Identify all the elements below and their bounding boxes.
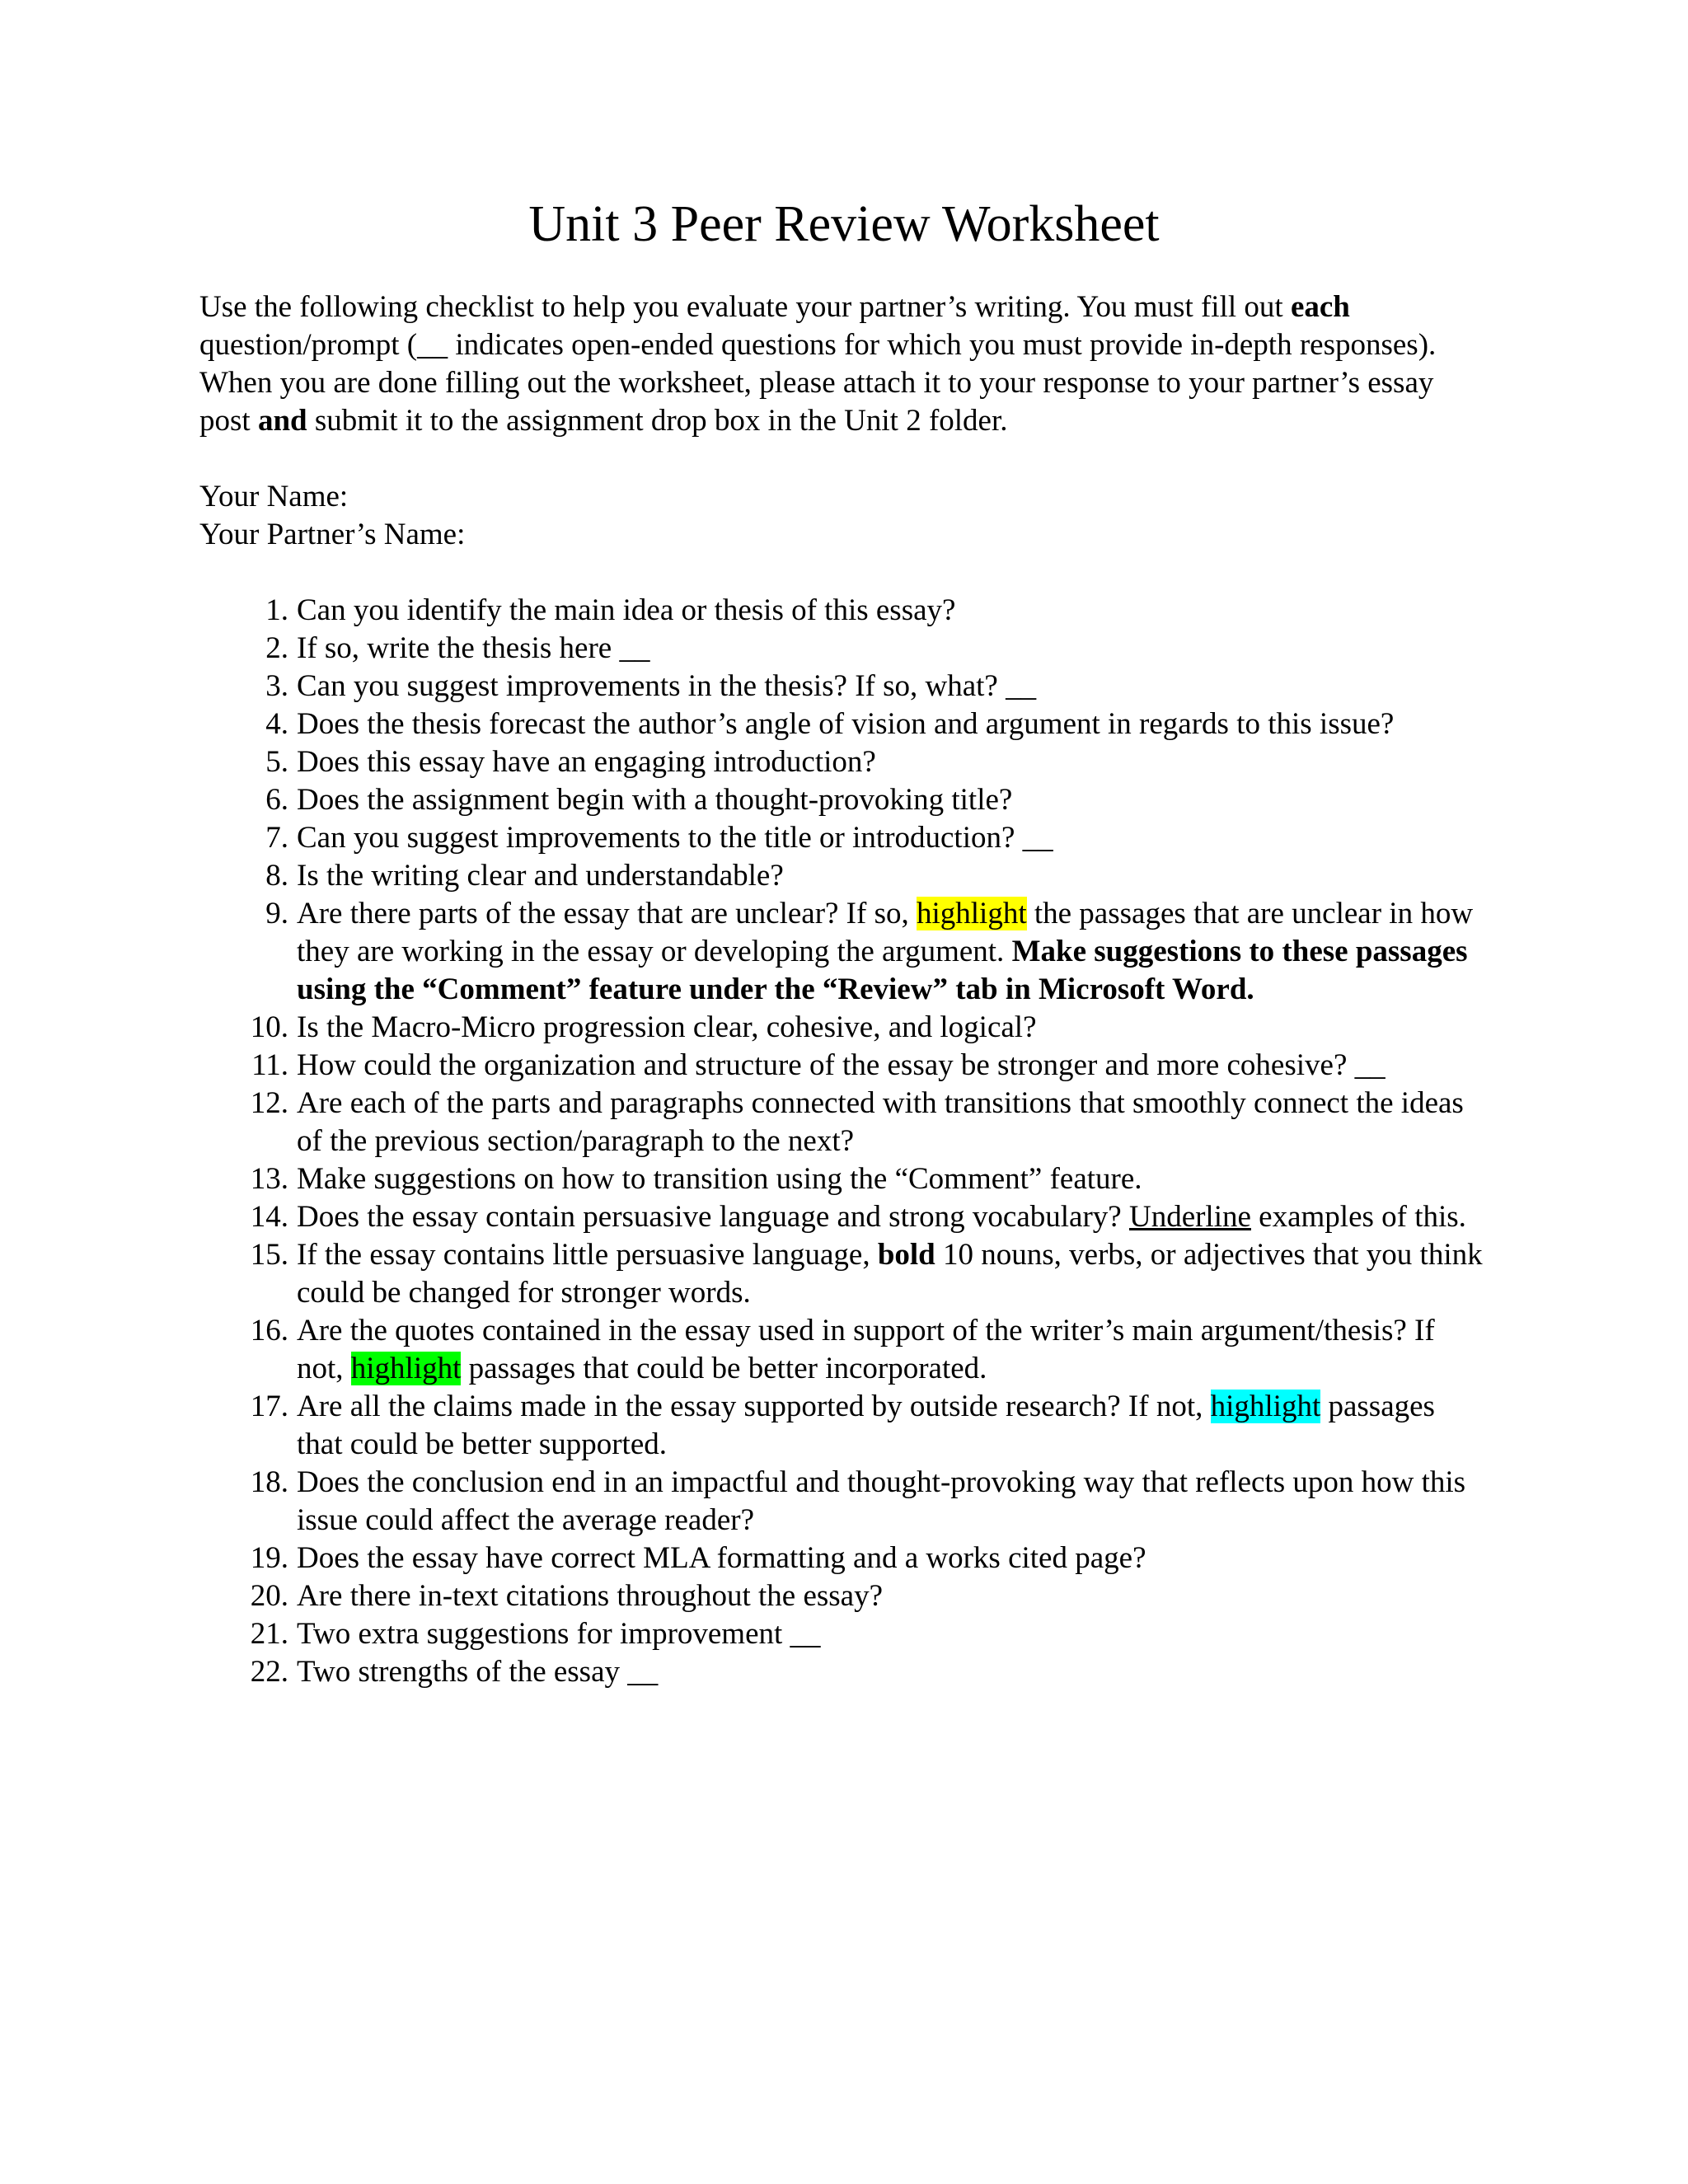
item-text: Does the conclusion end in an impactful and thought-provoking way that reflects upon how this issue could affect the average reader? — [297, 1465, 1466, 1537]
item-number: 2. — [265, 631, 288, 665]
item-text: If so, write the thesis here __ — [297, 631, 650, 665]
instructions-paragraph — [199, 288, 1485, 440]
checklist-item — [199, 1653, 1485, 1691]
checklist-item — [199, 1160, 1485, 1198]
checklist-item — [199, 1615, 1485, 1653]
checklist-item — [199, 668, 1485, 705]
item-number: 7. — [265, 821, 288, 855]
item-bold-text: Make suggestions to these passages using the “Comment” feature under the “Review” tab in Microsoft Word. — [297, 935, 1468, 1006]
item-number: 15. — [250, 1238, 288, 1272]
item-text: Are the quotes contained in the essay used in support of the writer’s main argument/thesis? If not, — [297, 1314, 1435, 1385]
item-number: 13. — [250, 1162, 288, 1196]
item-number: 10. — [250, 1010, 288, 1044]
item-text: Make suggestions on how to transition using the “Comment” feature. — [297, 1162, 1142, 1196]
instructions-bold-each: each — [1290, 290, 1350, 324]
item-text: Are there parts of the essay that are unclear? If so, — [297, 897, 917, 930]
instructions-text-1: Use the following checklist to help you evaluate your partner’s writing. You must fill out — [199, 290, 1291, 324]
checklist-item — [199, 1312, 1485, 1388]
item-text: How could the organization and structure of the essay be stronger and more cohesive? __ — [297, 1048, 1386, 1082]
item-number: 17. — [250, 1390, 288, 1423]
checklist-item — [199, 1388, 1485, 1464]
item-text: If the essay contains little persuasive language, — [297, 1238, 878, 1272]
item-text: passages that could be better incorporated. — [461, 1352, 987, 1385]
item-number: 19. — [250, 1541, 288, 1575]
checklist-item — [199, 1085, 1485, 1160]
item-text: Does the essay contain persuasive language and strong vocabulary? — [297, 1200, 1129, 1234]
item-text: examples of this. — [1250, 1200, 1466, 1234]
checklist-item — [199, 1540, 1485, 1577]
item-number: 14. — [250, 1200, 288, 1234]
item-number: 12. — [250, 1086, 288, 1120]
item-number: 11. — [251, 1048, 288, 1082]
item-bold-text: bold — [877, 1238, 935, 1272]
item-text: Does the essay have correct MLA formatting and a works cited page? — [297, 1541, 1146, 1575]
item-number: 22. — [250, 1655, 288, 1689]
underlined-word: Underline — [1128, 1200, 1251, 1234]
checklist-item — [199, 1047, 1485, 1085]
item-number: 6. — [265, 783, 288, 817]
item-text: Is the Macro-Micro progression clear, cohesive, and logical? — [297, 1010, 1037, 1044]
item-number: 20. — [250, 1579, 288, 1613]
item-text: Does the assignment begin with a thought-provoking title? — [297, 783, 1013, 817]
item-text: Two strengths of the essay __ — [297, 1655, 659, 1689]
checklist — [199, 592, 1485, 1691]
green-highlight: highlight — [350, 1352, 462, 1385]
item-number: 5. — [265, 745, 288, 779]
item-text: Are each of the parts and paragraphs connected with transitions that smoothly connect the ideas of the previous section/paragraph to the next? — [297, 1086, 1464, 1158]
item-text: passages that could be better supported. — [297, 1390, 1435, 1461]
your-name-label: Your Name: — [199, 480, 349, 513]
instructions-text-2: question/prompt (__ indicates open-ended questions for which you must provide in-depth responses). When you are done filling out the worksheet, please attach it to your response to your partner’s essay post — [199, 328, 1437, 438]
checklist-item — [199, 1236, 1485, 1312]
partner-name-label: Your Partner’s Name: — [199, 518, 466, 551]
checklist-item — [199, 857, 1485, 895]
checklist-item — [199, 895, 1485, 1009]
item-number: 18. — [250, 1465, 288, 1499]
item-text: Can you suggest improvements to the title or introduction? __ — [297, 821, 1053, 855]
item-text: the passages that are unclear in how they are working in the essay or developing the argument. — [297, 897, 1474, 968]
name-fields — [199, 478, 465, 554]
item-text: Two extra suggestions for improvement __ — [297, 1617, 821, 1651]
item-number: 16. — [250, 1314, 288, 1347]
page-title: Unit 3 Peer Review Worksheet — [528, 196, 1160, 252]
item-text: Can you suggest improvements in the thesis? If so, what? __ — [297, 669, 1037, 703]
item-number: 4. — [265, 707, 288, 741]
checklist-item — [199, 1198, 1485, 1236]
item-number: 9. — [265, 897, 288, 930]
checklist-item — [199, 743, 1485, 781]
item-text: Can you identify the main idea or thesis of this essay? — [297, 593, 956, 627]
item-number: 3. — [265, 669, 288, 703]
checklist-item — [199, 705, 1485, 743]
instructions-text-3: submit it to the assignment drop box in the Unit 2 folder. — [307, 404, 1008, 438]
item-text: 10 nouns, verbs, or adjectives that you think could be changed for stronger words. — [297, 1238, 1483, 1310]
checklist-item — [199, 781, 1485, 819]
item-text: Are there in-text citations throughout the essay? — [297, 1579, 884, 1613]
checklist-item — [199, 592, 1485, 630]
yellow-highlight: highlight — [916, 897, 1027, 930]
checklist-item — [199, 630, 1485, 668]
cyan-highlight: highlight — [1210, 1390, 1321, 1423]
checklist-item — [199, 1577, 1485, 1615]
item-number: 8. — [265, 859, 288, 893]
checklist-item — [199, 819, 1485, 857]
item-number: 21. — [250, 1617, 288, 1651]
item-text: Does the thesis forecast the author’s angle of vision and argument in regards to this issue? — [297, 707, 1395, 741]
checklist-item — [199, 1464, 1485, 1540]
item-text: Does this essay have an engaging introduction? — [297, 745, 876, 779]
item-number: 1. — [265, 593, 288, 627]
instructions-bold-and: and — [257, 404, 307, 438]
item-text: Is the writing clear and understandable? — [297, 859, 784, 893]
item-text: Are all the claims made in the essay supported by outside research? If not, — [297, 1390, 1211, 1423]
checklist-item — [199, 1009, 1485, 1047]
